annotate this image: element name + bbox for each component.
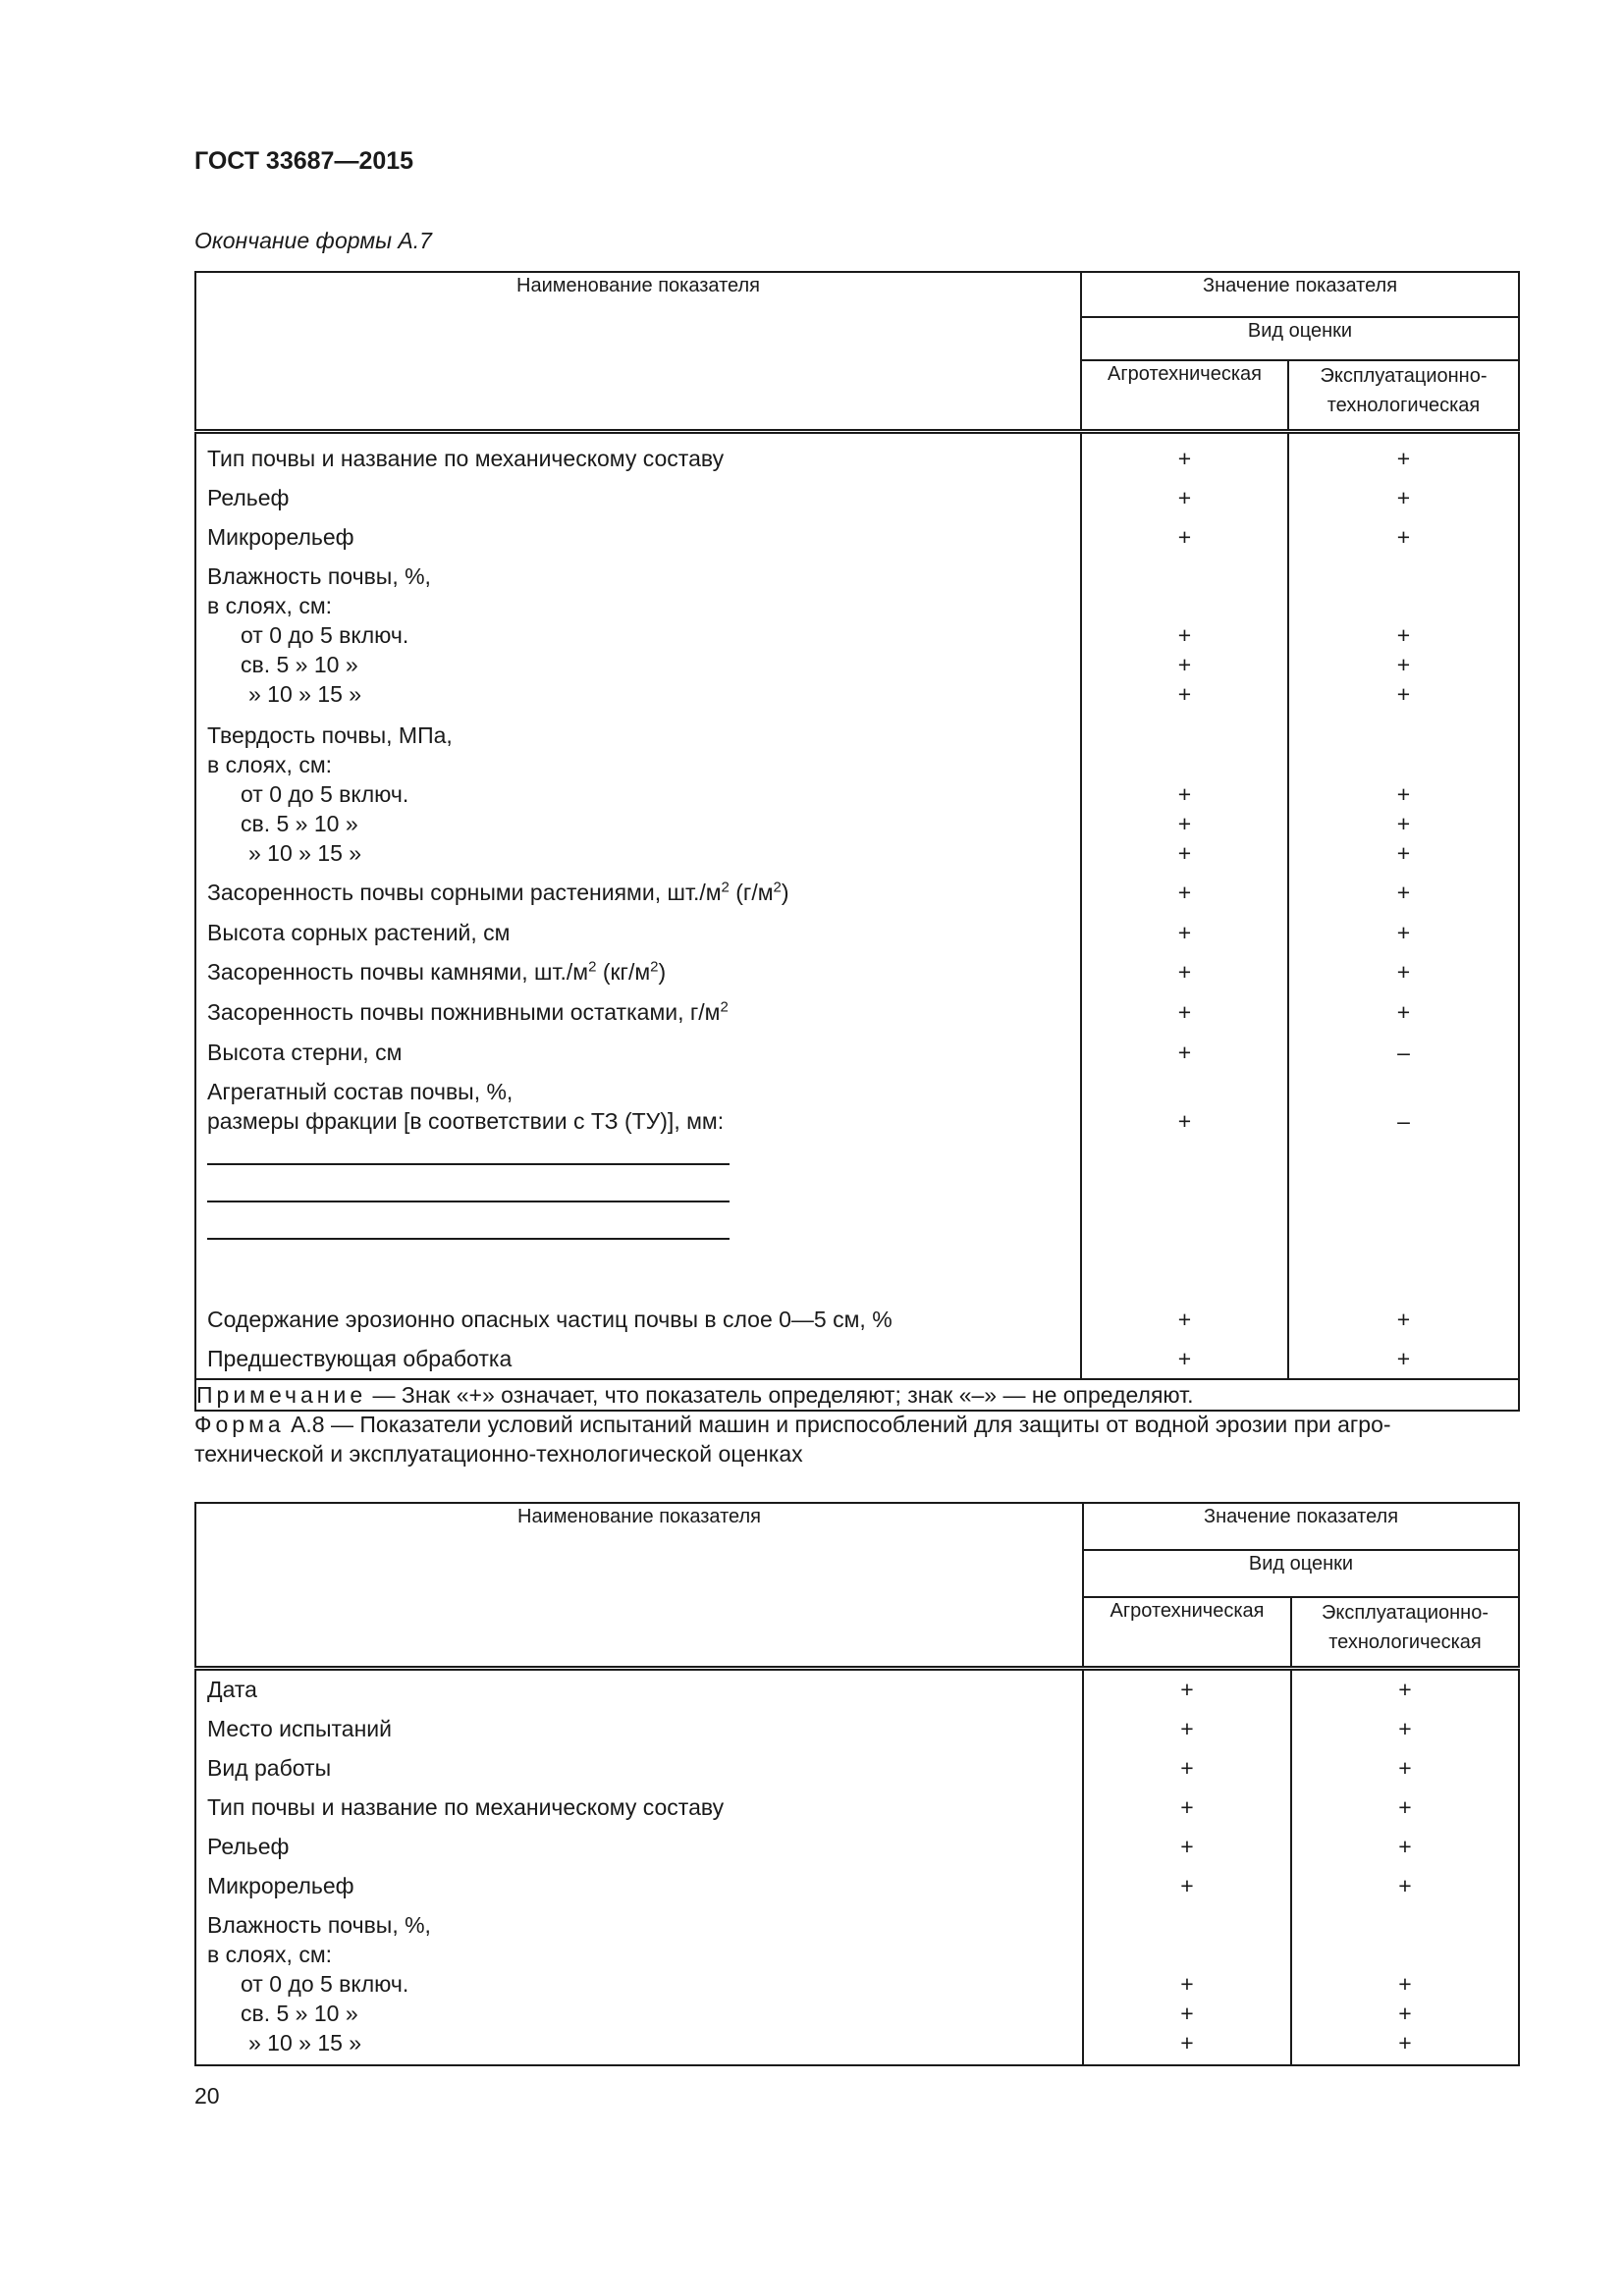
- agro-mark: +: [1081, 957, 1288, 997]
- blank-line: [207, 1136, 730, 1165]
- header-indicator-value: Значение показателя: [1083, 1503, 1519, 1550]
- expl-mark: + + +: [1288, 561, 1519, 721]
- agro-mark: +: [1083, 1714, 1291, 1753]
- expl-mark: –: [1288, 1038, 1519, 1077]
- expl-mark: +: [1288, 522, 1519, 561]
- soil-moisture-row: Влажность почвы, %, в слоях, см: от 0 до 5 включ. св. 5 » 10 » » 10 » 15 »: [195, 561, 1081, 721]
- expl-mark: + + +: [1291, 1910, 1519, 2065]
- erosion-particles-row: Содержание эрозионно опасных частиц почвы в слое 0—5 см, %: [195, 1305, 1081, 1344]
- document-code: ГОСТ 33687—2015: [194, 147, 414, 175]
- expl-mark: +: [1291, 1714, 1519, 1753]
- weed-height-row: Высота сорных растений, см: [195, 918, 1081, 957]
- table-row: Вид работы: [195, 1753, 1083, 1792]
- table-row: Микрорельеф: [195, 522, 1081, 561]
- residue-infestation-row: Засоренность почвы пожнивными остатками, $г/м^2$: [195, 997, 1081, 1038]
- soil-moisture-row: Влажность почвы, %, в слоях, см: от 0 до 5 включ. св. 5 » 10 » » 10 » 15 »: [195, 1910, 1083, 2065]
- agro-mark: +: [1081, 1305, 1288, 1344]
- expl-mark: +: [1288, 1305, 1519, 1344]
- blank-line: [207, 1210, 730, 1240]
- agro-mark: +: [1081, 1077, 1288, 1305]
- agro-mark: + + +: [1081, 561, 1288, 721]
- agro-mark: +: [1081, 483, 1288, 522]
- header-agrotechnical: Агротехническая: [1081, 360, 1288, 431]
- soil-hardness-row: Твердость почвы, МПа, в слоях, см: от 0 до 5 включ. св. 5 » 10 » » 10 » 15 »: [195, 721, 1081, 878]
- agro-mark: + + +: [1083, 1910, 1291, 2065]
- expl-mark: +: [1288, 444, 1519, 483]
- header-agrotechnical: Агротехническая: [1083, 1597, 1291, 1668]
- page-number: 20: [194, 2083, 220, 2109]
- agro-mark: +: [1081, 1038, 1288, 1077]
- form-a8-table: [194, 1502, 1520, 2066]
- agro-mark: +: [1081, 1344, 1288, 1379]
- table-row: Микрорельеф: [195, 1871, 1083, 1910]
- header-indicator-name: Наименование показателя: [195, 272, 1081, 431]
- stone-infestation-row: Засоренность почвы камнями, $шт./м^2$ $(кг/м^2)$: [195, 957, 1081, 997]
- form-a8-title: Форма А.8 — Показатели условий испытаний машин и приспособлений для защиты от водной эрозии при агро- технической и эксплуатационно-технологической оценках: [194, 1412, 1391, 1467]
- expl-mark: +: [1288, 1344, 1519, 1379]
- header-indicator-value: Значение показателя: [1081, 272, 1519, 317]
- expl-mark: +: [1288, 878, 1519, 918]
- expl-mark: +: [1288, 918, 1519, 957]
- header-operational: Эксплуатационно- технологическая: [1291, 1597, 1519, 1668]
- header-assessment-type: Вид оценки: [1083, 1550, 1519, 1597]
- table-row: Рельеф: [195, 1832, 1083, 1871]
- agro-mark: +: [1081, 444, 1288, 483]
- agro-mark: +: [1081, 997, 1288, 1038]
- agro-mark: +: [1081, 522, 1288, 561]
- stubble-height-row: Высота стерни, см: [195, 1038, 1081, 1077]
- agro-mark: +: [1081, 918, 1288, 957]
- header-operational: Эксплуатационно- технологическая: [1288, 360, 1519, 431]
- table-row: Дата: [195, 1675, 1083, 1714]
- expl-mark: +: [1288, 997, 1519, 1038]
- agro-mark: +: [1083, 1871, 1291, 1910]
- agro-mark: +: [1083, 1832, 1291, 1871]
- table-row: Тип почвы и название по механическому составу: [195, 1792, 1083, 1832]
- form-continuation-caption: Окончание формы А.7: [194, 228, 432, 253]
- expl-mark: +: [1288, 483, 1519, 522]
- form-a7-table: [194, 271, 1520, 1412]
- expl-mark: +: [1291, 1753, 1519, 1792]
- agro-mark: +: [1083, 1753, 1291, 1792]
- aggregate-composition-row: Агрегатный состав почвы, %, размеры фракции [в соответствии с ТЗ (ТУ)], мм:: [195, 1077, 1081, 1305]
- expl-mark: +: [1288, 957, 1519, 997]
- table-row: Место испытаний: [195, 1714, 1083, 1753]
- expl-mark: + + +: [1288, 721, 1519, 878]
- agro-mark: + + +: [1081, 721, 1288, 878]
- previous-treatment-row: Предшествующая обработка: [195, 1344, 1081, 1379]
- agro-mark: +: [1081, 878, 1288, 918]
- table-row: Рельеф: [195, 483, 1081, 522]
- expl-mark: +: [1291, 1792, 1519, 1832]
- table-note: Примечание — Знак «+» означает, что показатель определяют; знак «–» — не определяют.: [195, 1379, 1519, 1411]
- expl-mark: +: [1291, 1832, 1519, 1871]
- weed-infestation-row: Засоренность почвы сорными растениями, $шт./м^2$ $(г/м^2)$: [195, 878, 1081, 918]
- header-assessment-type: Вид оценки: [1081, 317, 1519, 360]
- expl-mark: –: [1288, 1077, 1519, 1305]
- table-row: Тип почвы и название по механическому составу: [195, 444, 1081, 483]
- blank-line: [207, 1173, 730, 1202]
- agro-mark: +: [1083, 1792, 1291, 1832]
- header-indicator-name: Наименование показателя: [195, 1503, 1083, 1668]
- expl-mark: +: [1291, 1675, 1519, 1714]
- expl-mark: +: [1291, 1871, 1519, 1910]
- agro-mark: +: [1083, 1675, 1291, 1714]
